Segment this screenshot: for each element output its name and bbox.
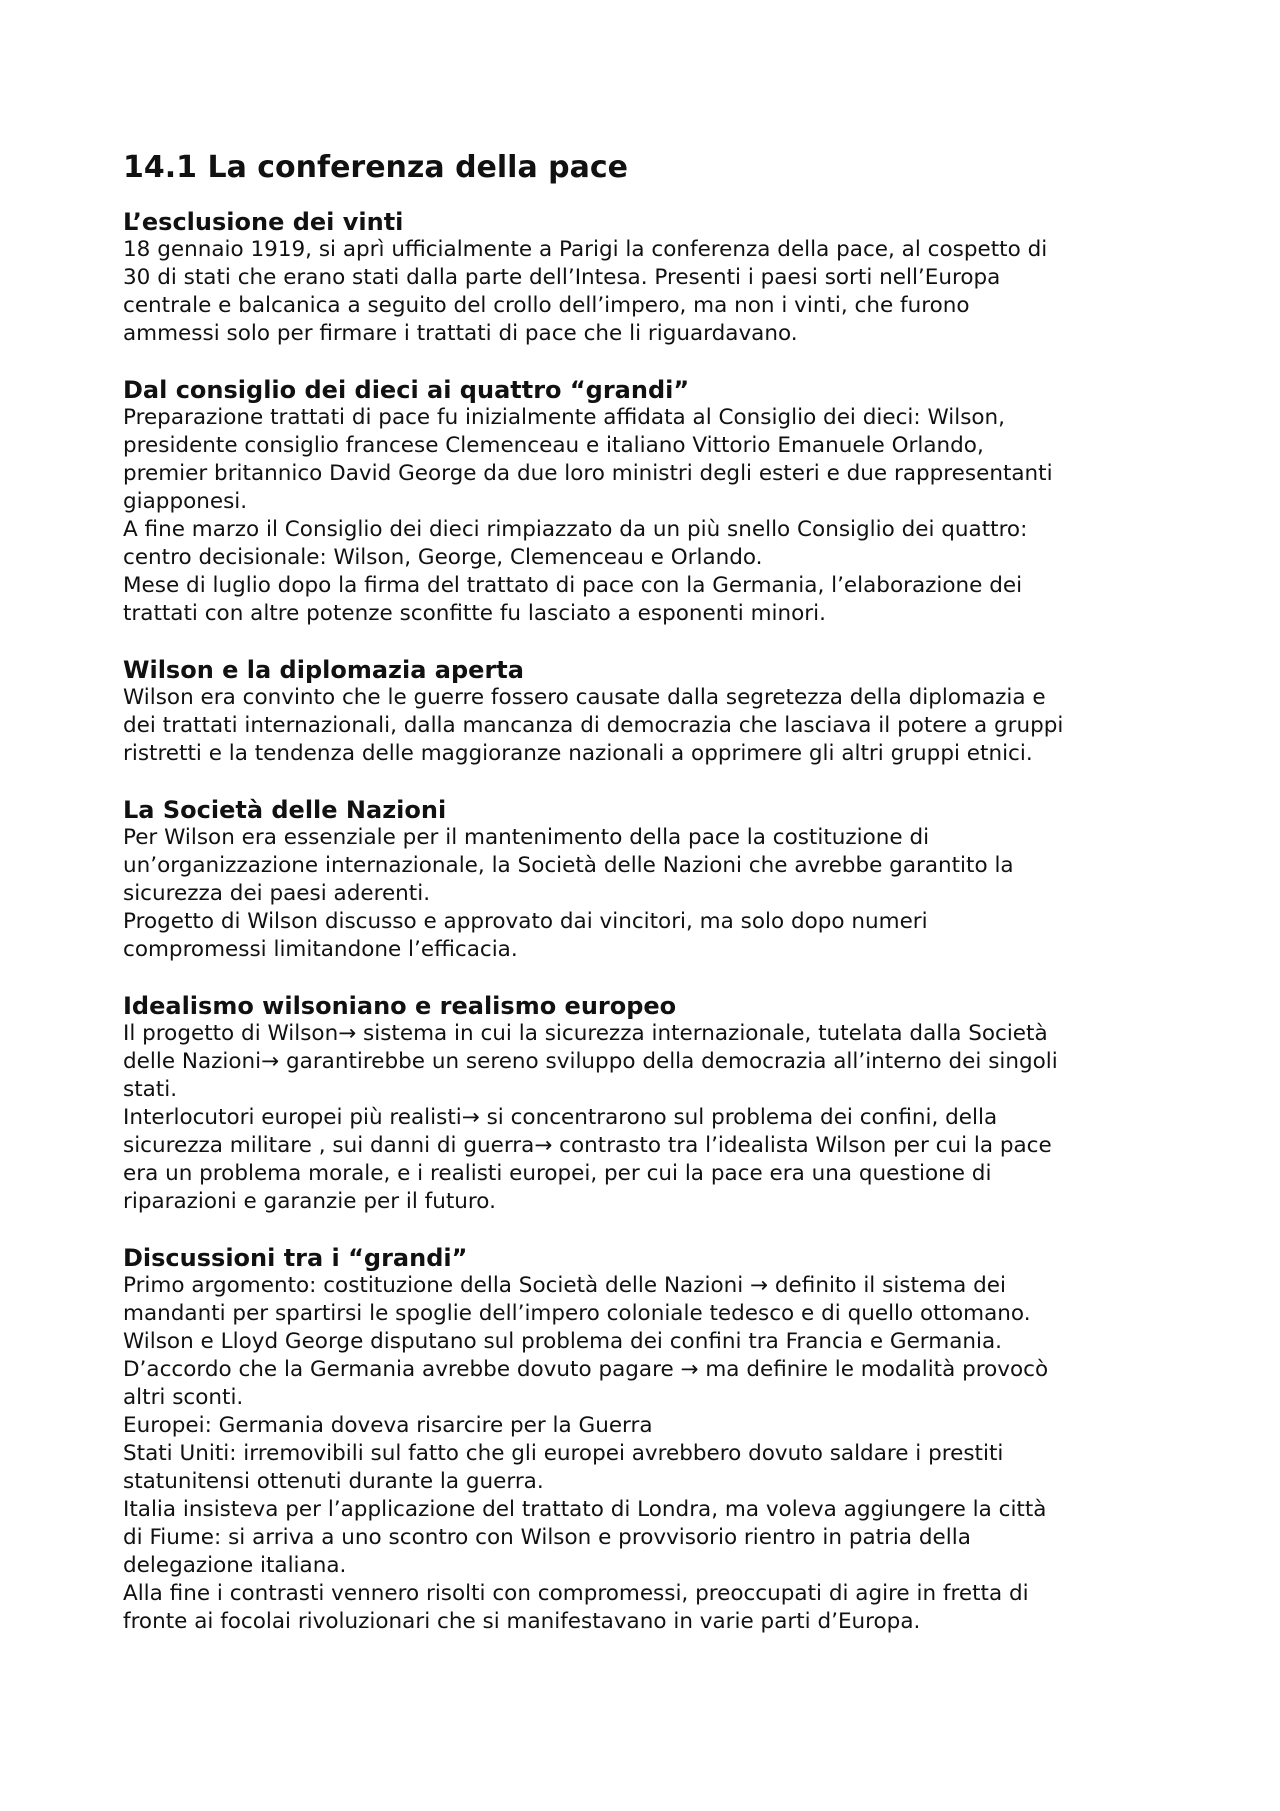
paragraph: Stati Uniti: irremovibili sul fatto che gli europei avrebbero dovuto saldare i prestiti statunitensi ottenuti durante la guerra. xyxy=(123,1441,1004,1494)
paragraph: A fine marzo il Consiglio dei dieci rimpiazzato da un più snello Consiglio dei quattro: centro decisionale: Wilson, George, Clemenceau e Orlando. xyxy=(123,517,1028,570)
paragraph: Italia insisteva per l’applicazione del trattato di Londra, ma voleva aggiungere la città di Fiume: si arriva a uno scontro con Wilson e provvisorio rientro in patria della delegazione italiana. xyxy=(123,1497,1047,1578)
section-idealismo-realismo xyxy=(123,992,1183,1216)
paragraph: Alla fine i contrasti vennero risolti con compromessi, preoccupati di agire in fretta di fronte ai focolai rivoluzionari che si manifestavano in varie parti d’Europa. xyxy=(123,1581,1029,1634)
paragraph: Wilson e Lloyd George disputano sul problema dei confini tra Francia e Germania. xyxy=(123,1329,1002,1354)
paragraph: Europei: Germania doveva risarcire per la Guerra xyxy=(123,1413,653,1438)
paragraph: Primo argomento: costituzione della Società delle Nazioni → definito il sistema dei mandanti per spartirsi le spoglie dell’impero coloniale tedesco e di quello ottomano. xyxy=(123,1273,1031,1326)
section-discussioni-grandi xyxy=(123,1244,1183,1636)
paragraph: Wilson era convinto che le guerre fossero causate dalla segretezza della diplomazia e dei trattati internazionali, dalla mancanza di democrazia che lasciava il potere a gruppi ristretti e la tendenza delle maggioranze nazionali a opprimere gli altri gruppi etnici. xyxy=(123,685,1064,766)
paragraph: 18 gennaio 1919, si aprì ufficialmente a Parigi la conferenza della pace, al cospetto di 30 di stati che erano stati dalla parte dell’Intesa. Presenti i paesi sorti nell’Europa centrale e balcanica a seguito del crollo dell’impero, ma non i vinti, che furono ammessi solo per firmare i trattati di pace che li riguardavano. xyxy=(123,237,1048,346)
paragraph: Progetto di Wilson discusso e approvato dai vincitori, ma solo dopo numeri compromessi limitandone l’efficacia. xyxy=(123,909,928,962)
paragraph: Mese di luglio dopo la firma del trattato di pace con la Germania, l’elaborazione dei trattati con altre potenze sconfitte fu lasciato a esponenti minori. xyxy=(123,573,1023,626)
paragraph: Preparazione trattati di pace fu inizialmente affidata al Consiglio dei dieci: Wilson, presidente consiglio francese Clemenceau e italiano Vittorio Emanuele Orlando, premier britannico David George da due loro ministri degli esteri e due rappresentanti giapponesi. xyxy=(123,405,1053,514)
paragraph: Il progetto di Wilson→ sistema in cui la sicurezza internazionale, tutelata dalla Società delle Nazioni→ garantirebbe un sereno sviluppo della democrazia all’interno dei singoli stati. xyxy=(123,1021,1058,1102)
section-heading: Dal consiglio dei dieci ai quattro “grandi” xyxy=(123,376,690,404)
paragraph: Interlocutori europei più realisti→ si concentrarono sul problema dei confini, della sicurezza militare , sui danni di guerra→ contrasto tra l’idealista Wilson per cui la pace era un problema morale, e i realisti europei, per cui la pace era una questione di riparazioni e garanzie per il futuro. xyxy=(123,1105,1052,1214)
paragraph: Per Wilson era essenziale per il mantenimento della pace la costituzione di un’organizzazione internazionale, la Società delle Nazioni che avrebbe garantito la sicurezza dei paesi aderenti. xyxy=(123,825,1014,906)
document-title: 14.1 La conferenza della pace xyxy=(123,150,628,185)
section-heading: Idealismo wilsoniano e realismo europeo xyxy=(123,992,677,1020)
section-heading: Discussioni tra i “grandi” xyxy=(123,1244,468,1272)
section-diplomazia-aperta xyxy=(123,656,1183,768)
section-societa-nazioni xyxy=(123,796,1183,964)
section-heading: Wilson e la diplomazia aperta xyxy=(123,656,524,684)
section-heading: La Società delle Nazioni xyxy=(123,796,447,824)
paragraph: D’accordo che la Germania avrebbe dovuto pagare → ma definire le modalità provocò altri sconti. xyxy=(123,1357,1049,1410)
section-heading: L’esclusione dei vinti xyxy=(123,208,404,236)
document-page xyxy=(123,150,1183,1664)
section-consiglio-dieci xyxy=(123,376,1183,628)
section-esclusione-vinti xyxy=(123,208,1183,348)
